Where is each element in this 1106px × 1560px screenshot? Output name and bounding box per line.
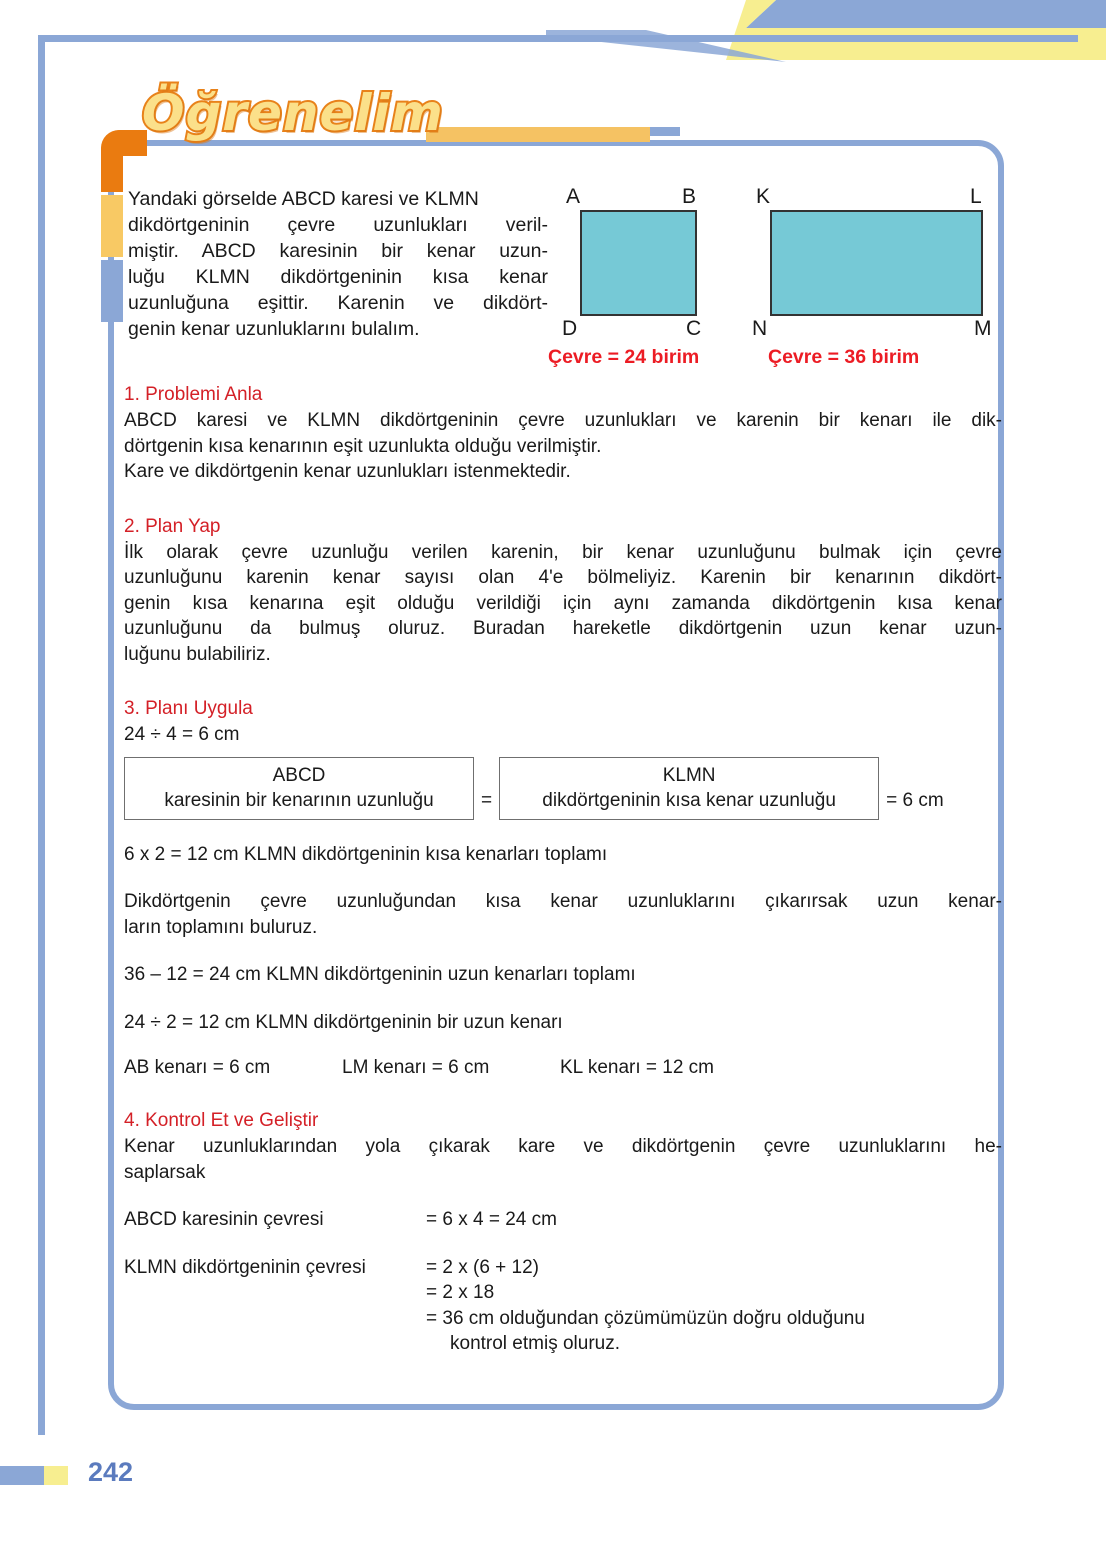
vertex-label-d: D [562, 317, 578, 340]
section-3-heading: 3. Planı Uygula [124, 698, 253, 719]
eq4-value: = 36 cm olduğundan çözümümüzün doğru olduğunu [426, 1307, 865, 1329]
verification-equations [124, 1207, 1002, 1357]
accent-segment-blue [101, 260, 123, 322]
accent-segment-yellow [101, 195, 123, 257]
vertex-label-k: K [756, 185, 771, 208]
figures-group [548, 185, 992, 368]
section-problemi-anla [124, 383, 1002, 485]
eq1-value: = 6 x 4 = 24 cm [426, 1209, 557, 1230]
section-4-heading: 4. Kontrol Et ve Geliştir [124, 1110, 319, 1131]
ogrenelim-logo-band [104, 84, 664, 150]
verification-row-3 [124, 1280, 1002, 1306]
boxed-equation-row [124, 757, 1002, 820]
box-klmn-title: KLMN [662, 764, 716, 786]
s2-line-5: luğunu bulabiliriz. [124, 643, 271, 665]
s2-line-1: İlk olarak çevre uzunluğu verilen karenin, bir kenar uzunluğunu bulmak için çevre [124, 541, 1002, 563]
rectangle-perimeter-caption: Çevre = 36 birim [768, 346, 920, 368]
eq2-label: KLMN dikdörtgeninin çevresi [124, 1256, 366, 1278]
section-2-text [124, 540, 1002, 668]
square-shape [580, 210, 697, 316]
intro-line-2: dikdörtgeninin çevre uzunlukları veril- [128, 214, 548, 236]
section-plan-yap [124, 515, 1002, 668]
eq1-label: ABCD karesinin çevresi [124, 1209, 324, 1230]
eq4-label-spacer [124, 1306, 426, 1332]
footer-bar-blue [0, 1466, 44, 1485]
intro-line-1: Yandaki görselde ABCD karesi ve KLMN [128, 188, 479, 210]
section-1-heading: 1. Problemi Anla [124, 384, 263, 405]
s3-note-line-2: ların toplamını buluruz. [124, 916, 318, 938]
solution-body [124, 383, 1002, 1357]
verification-row-5 [124, 1331, 1002, 1357]
s2-line-3: genin kısa kenarına eşit olduğu verildiği için aynı zamanda dikdörtgenin kısa kenar [124, 592, 1002, 614]
s2-line-2: uzunluğunu karenin kenar sayısı olan 4'e bölmeliyiz. Karenin bir kenarının dikdört- [124, 567, 1002, 588]
s3-calc-2: 6 x 2 = 12 cm KLMN dikdörtgeninin kısa kenarları toplamı [124, 843, 608, 865]
footer-bar-yellow [44, 1466, 68, 1485]
intro-line-3: miştir. ABCD karesinin bir kenar uzun- [128, 240, 548, 262]
equals-result-6cm: = 6 cm [886, 789, 944, 811]
left-accent-bar [101, 130, 123, 322]
vertex-label-c: C [686, 317, 702, 340]
equation-box-klmn [499, 757, 879, 820]
eq5-label-spacer [124, 1331, 426, 1357]
vertex-label-l: L [970, 185, 982, 208]
section-2-heading: 2. Plan Yap [124, 515, 221, 537]
side-length-lm: LM kenarı = 6 cm [342, 1057, 490, 1078]
square-perimeter-caption: Çevre = 24 birim [548, 346, 700, 368]
intro-line-4: luğu KLMN dikdörtgeninin kısa kenar [128, 266, 548, 288]
ogrenelim-logo-text: Öğrenelim [142, 84, 444, 142]
vertex-label-n: N [752, 317, 768, 340]
box-klmn-desc: dikdörtgeninin kısa kenar uzunluğu [542, 789, 836, 811]
figure-square-abcd [548, 185, 750, 368]
eq3-value: = 2 x 18 [426, 1282, 495, 1303]
box-abcd-desc: karesinin bir kenarının uzunluğu [164, 789, 434, 811]
s3-side-lengths [124, 1057, 1002, 1079]
s3-note [124, 889, 1002, 940]
s1-line-3: Kare ve dikdörtgenin kenar uzunlukları istenmektedir. [124, 461, 571, 482]
s4-line-2: saplarsak [124, 1161, 206, 1183]
eq3-label-spacer [124, 1280, 426, 1306]
s1-line-1: ABCD karesi ve KLMN dikdörtgeninin çevre uzunlukları ve karenin bir kenarı ile dik- [124, 410, 1002, 431]
equation-box-abcd [124, 757, 474, 820]
s3-note-line-1: Dikdörtgenin çevre uzunluğundan kısa kenar uzunluklarını çıkarırsak uzun kenar- [124, 891, 1002, 912]
s2-line-4: uzunluğunu da bulmuş oluruz. Buradan hareketle dikdörtgenin uzun kenar uzun- [124, 618, 1002, 639]
side-length-ab: AB kenarı = 6 cm [124, 1057, 271, 1078]
page-number: 242 [88, 1457, 134, 1487]
box-abcd-title: ABCD [272, 764, 326, 786]
verification-row-4 [124, 1306, 1002, 1332]
figure-rectangle-klmn [752, 186, 990, 366]
vertex-label-b: B [682, 185, 697, 208]
section-plani-uygula [124, 697, 1002, 1079]
intro-paragraph [128, 186, 548, 342]
s3-calc-3: 36 – 12 = 24 cm KLMN dikdörtgeninin uzun kenarları toplamı [124, 964, 636, 985]
s3-calc-1: 24 ÷ 4 = 6 cm [124, 724, 240, 745]
intro-line-6: genin kenar uzunluklarını bulalım. [128, 318, 420, 340]
vertex-label-m: M [974, 317, 992, 340]
s1-line-2: dörtgenin kısa kenarının eşit uzunlukta olduğu verilmiştir. [124, 435, 602, 457]
s4-line-1: Kenar uzunluklarından yola çıkarak kare ve dikdörtgenin çevre uzunluklarını he- [124, 1136, 1002, 1157]
eq2-value: = 2 x (6 + 12) [426, 1256, 540, 1278]
equals-sign-1: = [481, 789, 493, 811]
side-length-kl: KL kenarı = 12 cm [560, 1057, 715, 1078]
section-kontrol-et-ve-gelistir [124, 1109, 1002, 1357]
verification-row-2 [124, 1255, 1002, 1281]
s3-calc-4: 24 ÷ 2 = 12 cm KLMN dikdörtgeninin bir uzun kenarı [124, 1011, 563, 1033]
verification-row-1 [124, 1207, 1002, 1233]
logo-bar-blue [650, 127, 680, 136]
rectangle-shape [770, 210, 983, 316]
section-1-text [124, 408, 1002, 485]
eq5-value: kontrol etmiş oluruz. [450, 1333, 621, 1354]
section-4-text [124, 1134, 1002, 1185]
logo-bar-yellow [426, 127, 650, 142]
vertex-label-a: A [566, 185, 581, 208]
intro-line-5: uzunluğuna eşittir. Karenin ve dikdört- [128, 292, 548, 314]
